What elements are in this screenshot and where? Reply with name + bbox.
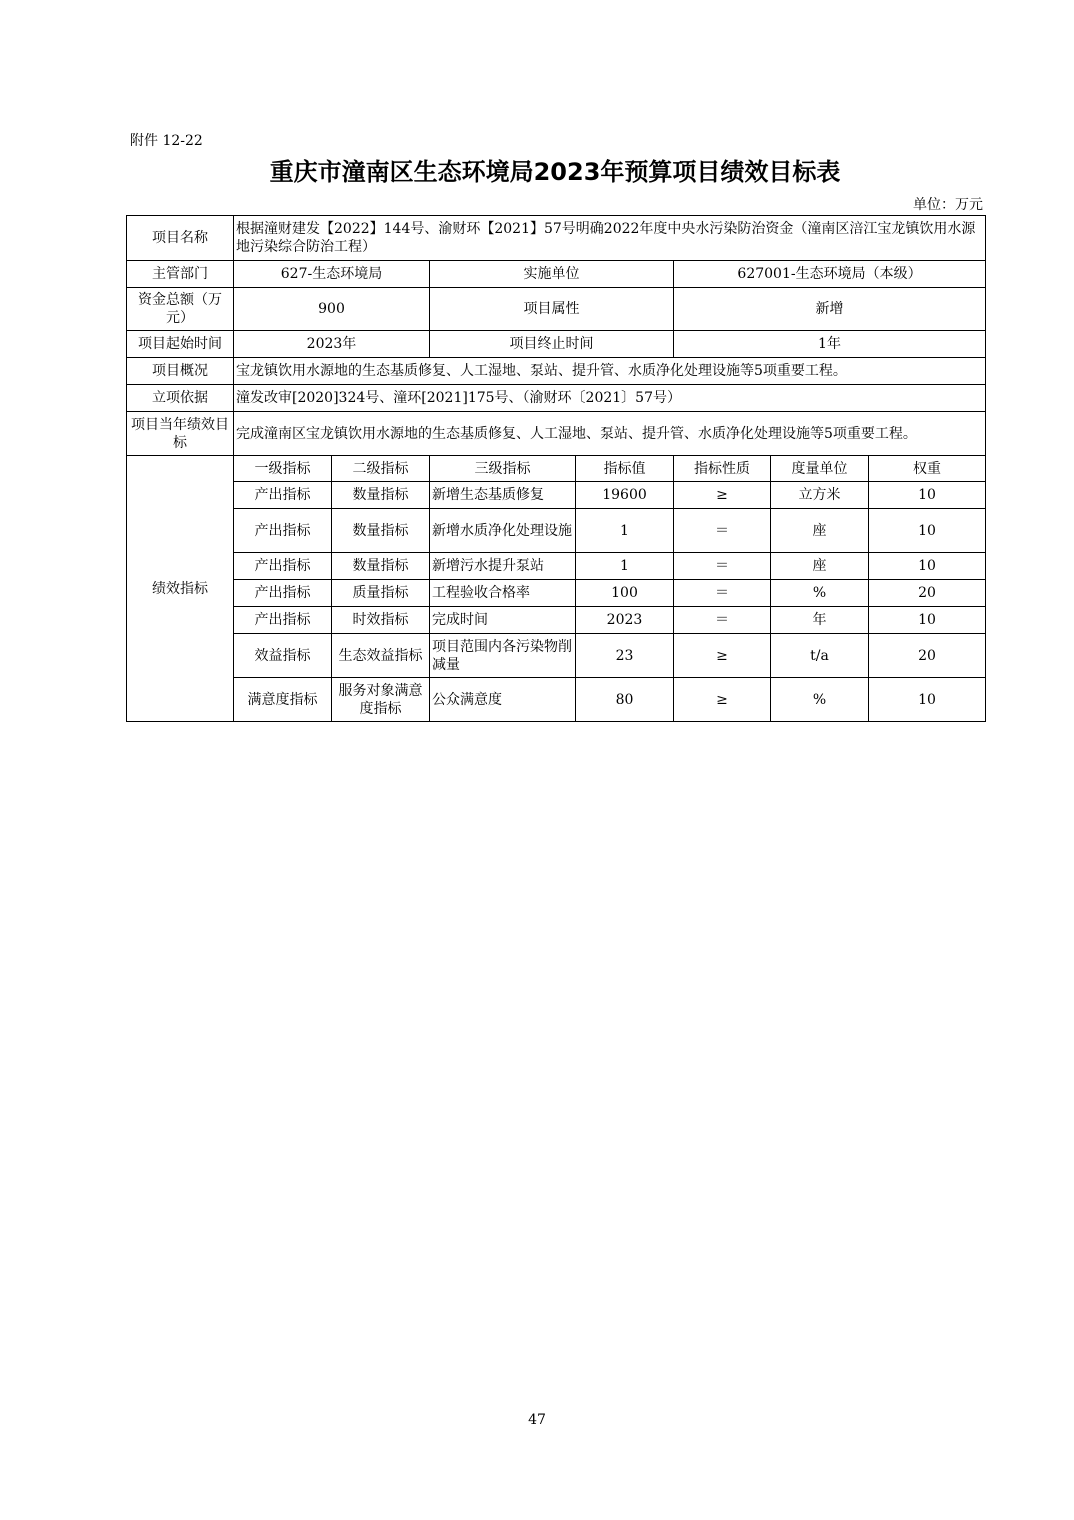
overview-value: 宝龙镇饮用水源地的生态基质修复、人工湿地、泵站、提升管、水质净化处理设施等5项重要工程。 (234, 358, 986, 385)
fund-total-label: 资金总额（万元） (127, 288, 234, 331)
cell-level1: 产出指标 (234, 482, 332, 509)
cell-level2: 生态效益指标 (332, 634, 430, 678)
project-name-value: 根据潼财建发【2022】144号、渝财环【2021】57号明确2022年度中央水污染防治资金（潼南区涪江宝龙镇饮用水源地污染综合防治工程） (234, 216, 986, 261)
cell-value: 80 (576, 678, 674, 722)
cell-level3: 工程验收合格率 (430, 580, 576, 607)
cell-unit: 立方米 (771, 482, 869, 509)
table-row (127, 482, 986, 509)
cell-unit: t/a (771, 634, 869, 678)
cell-value: 23 (576, 634, 674, 678)
cell-value: 2023 (576, 607, 674, 634)
cell-level3: 新增生态基质修复 (430, 482, 576, 509)
cell-level3: 新增水质净化处理设施 (430, 509, 576, 553)
end-time-value: 1年 (674, 331, 986, 358)
table-row (127, 607, 986, 634)
table-row (127, 509, 986, 553)
cell-weight: 20 (869, 580, 986, 607)
project-attr-label: 项目属性 (430, 288, 674, 331)
cell-level3: 公众满意度 (430, 678, 576, 722)
cell-value: 100 (576, 580, 674, 607)
project-attr-value: 新增 (674, 288, 986, 331)
cell-weight: 10 (869, 509, 986, 553)
impl-unit-value: 627001-生态环境局（本级） (674, 261, 986, 288)
cell-nature: ≥ (674, 678, 771, 722)
cell-nature: ＝ (674, 509, 771, 553)
start-time-value: 2023年 (234, 331, 430, 358)
cell-nature: ＝ (674, 607, 771, 634)
fund-total-value: 900 (234, 288, 430, 331)
start-time-label: 项目起始时间 (127, 331, 234, 358)
project-name-label: 项目名称 (127, 216, 234, 261)
cell-weight: 10 (869, 678, 986, 722)
cell-unit: 座 (771, 553, 869, 580)
cell-unit: 座 (771, 509, 869, 553)
header-nature: 指标性质 (674, 456, 771, 482)
cell-nature: ＝ (674, 580, 771, 607)
table-row (127, 634, 986, 678)
cell-level2: 质量指标 (332, 580, 430, 607)
cell-level1: 效益指标 (234, 634, 332, 678)
header-level2: 二级指标 (332, 456, 430, 482)
header-weight: 权重 (869, 456, 986, 482)
cell-nature: ≥ (674, 634, 771, 678)
basis-value: 潼发改审[2020]324号、潼环[2021]175号、（渝财环〔2021〕57号） (234, 385, 986, 412)
annual-goal-value: 完成潼南区宝龙镇饮用水源地的生态基质修复、人工湿地、泵站、提升管、水质净化处理设施等5项重要工程。 (234, 412, 986, 456)
header-level1: 一级指标 (234, 456, 332, 482)
performance-target-table (126, 215, 986, 722)
cell-weight: 10 (869, 482, 986, 509)
header-unit: 度量单位 (771, 456, 869, 482)
cell-level3: 新增污水提升泵站 (430, 553, 576, 580)
cell-nature: ＝ (674, 553, 771, 580)
cell-level3: 完成时间 (430, 607, 576, 634)
performance-label: 绩效指标 (127, 456, 234, 722)
cell-weight: 10 (869, 553, 986, 580)
cell-level1: 产出指标 (234, 580, 332, 607)
cell-level2: 数量指标 (332, 553, 430, 580)
page-title: 重庆市潼南区生态环境局2023年预算项目绩效目标表 (269, 158, 841, 186)
cell-level2: 数量指标 (332, 482, 430, 509)
dept-label: 主管部门 (127, 261, 234, 288)
table-row (127, 678, 986, 722)
cell-level2: 数量指标 (332, 509, 430, 553)
cell-level1: 满意度指标 (234, 678, 332, 722)
cell-nature: ≥ (674, 482, 771, 509)
table-row (127, 553, 986, 580)
cell-unit: % (771, 678, 869, 722)
cell-value: 19600 (576, 482, 674, 509)
attachment-number: 附件 12-22 (130, 133, 203, 149)
end-time-label: 项目终止时间 (430, 331, 674, 358)
overview-label: 项目概况 (127, 358, 234, 385)
cell-level1: 产出指标 (234, 607, 332, 634)
cell-level2: 时效指标 (332, 607, 430, 634)
cell-value: 1 (576, 509, 674, 553)
cell-level3: 项目范围内各污染物削减量 (430, 634, 576, 678)
cell-unit: % (771, 580, 869, 607)
cell-level1: 产出指标 (234, 509, 332, 553)
header-value: 指标值 (576, 456, 674, 482)
table-row (127, 580, 986, 607)
cell-value: 1 (576, 553, 674, 580)
page-number: 47 (528, 1412, 546, 1428)
cell-level2: 服务对象满意度指标 (332, 678, 430, 722)
header-level3: 三级指标 (430, 456, 576, 482)
dept-value: 627-生态环境局 (234, 261, 430, 288)
unit-label: 单位：万元 (913, 197, 983, 213)
cell-level1: 产出指标 (234, 553, 332, 580)
basis-label: 立项依据 (127, 385, 234, 412)
impl-unit-label: 实施单位 (430, 261, 674, 288)
cell-unit: 年 (771, 607, 869, 634)
cell-weight: 20 (869, 634, 986, 678)
annual-goal-label: 项目当年绩效目标 (127, 412, 234, 456)
cell-weight: 10 (869, 607, 986, 634)
